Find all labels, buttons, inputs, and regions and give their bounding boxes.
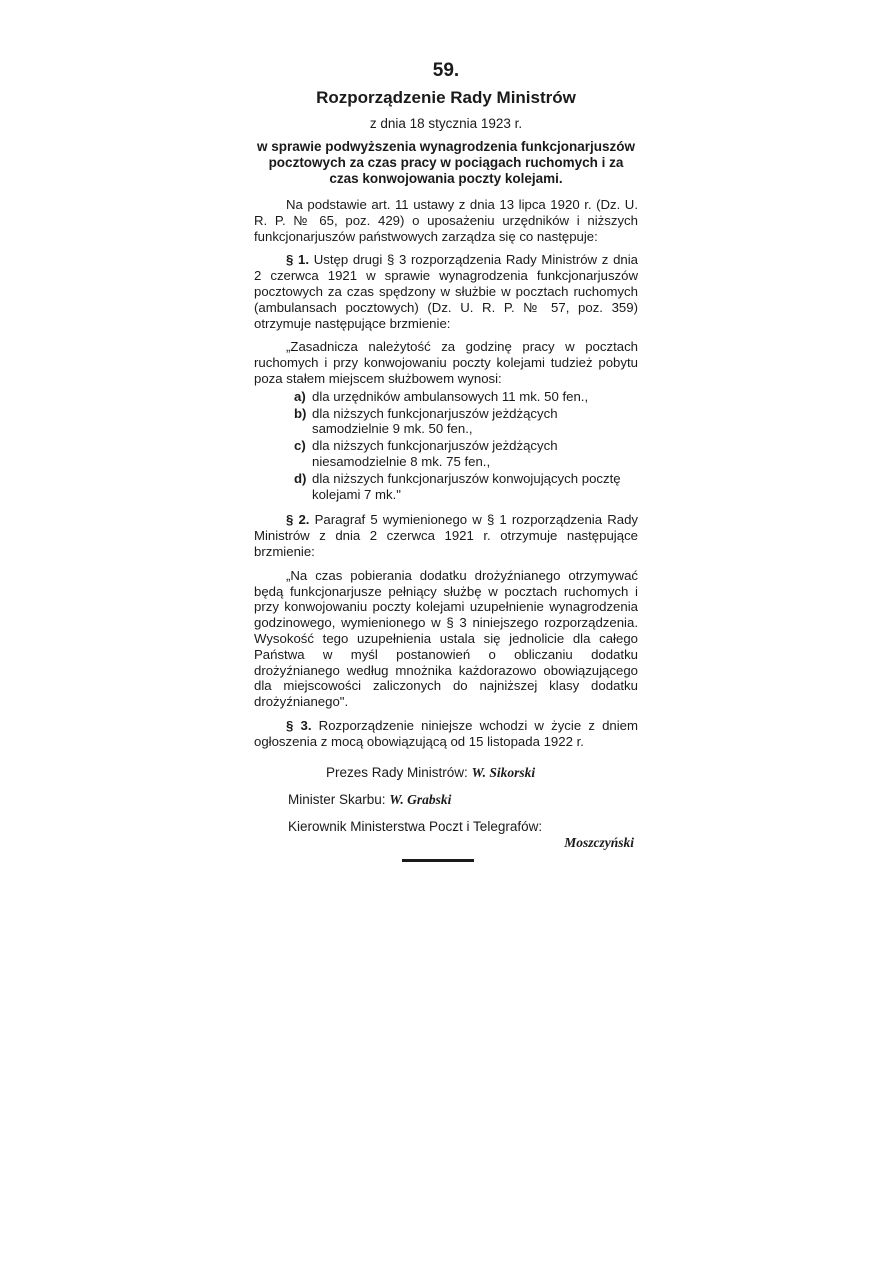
section-1-items (254, 389, 638, 503)
section-1-quote: „Zasadnicza należytość za godzinę pracy w pocztach ruchomych i przy konwojowaniu poczty kolejami tudzież pobytu poza stałem miejscem służbowem wynosi: (254, 339, 638, 386)
section-1 (254, 252, 638, 331)
item-text: dla niższych funkcjonarjuszów jeżdżących samodzielnie 9 mk. 50 fen., (312, 405, 558, 437)
item-letter: a) (294, 388, 306, 404)
signature-label: Prezes Rady Ministrów: (326, 764, 468, 780)
document-date: z dnia 18 stycznia 1923 r. (369, 116, 523, 131)
signature-label: Minister Skarbu: (288, 791, 386, 807)
document-subject: w sprawie podwyższenia wynagrodzenia funkcjonarjuszów pocztowych za czas pracy w pociągach ruchomych i za czas konwojowania poczty kolejami. (256, 139, 636, 186)
document-number: 59. (432, 60, 460, 81)
item-text: dla urzędników ambulansowych 11 mk. 50 fen., (312, 388, 589, 404)
document-page (254, 60, 638, 862)
document-title: Rozporządzenie Rady Ministrów (316, 88, 576, 107)
list-item (254, 406, 638, 438)
section-1-label: § 1. (286, 252, 310, 268)
section-3-label: § 3. (286, 717, 312, 733)
section-3 (254, 718, 638, 750)
section-2-label: § 2. (286, 512, 310, 528)
closing-rule (402, 859, 474, 862)
item-text: dla niższych funkcjonarjuszów konwojujących pocztę kolejami 7 mk." (312, 470, 621, 502)
signature-prime-minister (254, 764, 638, 781)
item-letter: d) (294, 470, 307, 486)
signature-name: W. Grabski (389, 791, 452, 807)
item-letter: c) (294, 438, 306, 454)
section-3-text: Rozporządzenie niniejsze wchodzi w życie z dniem ogłoszenia z mocą obowiązującą od 15 listopada 1922 r. (254, 717, 638, 749)
section-2-text: Paragraf 5 wymienionego w § 1 rozporządzenia Rady Ministrów z dnia 2 czerwca 1921 r. otrzymuje następujące brzmienie: (254, 512, 639, 559)
list-item (254, 471, 638, 503)
list-item (254, 438, 638, 470)
section-2-quote: „Na czas pobierania dodatku drożyźnianego otrzymywać będą funkcjonarjusze pełniący służbę w pocztach ruchomych i przy konwojowaniu poczty kolejami uzupełnienie wynagrodzenia godzinowego, wymienionego w § 3 niniejszego rozporządzenia. Wysokość tego uzupełnienia ustala się jednolicie dla całego Państwa w myśl postanowień o obliczaniu dodatku drożyźnianego według mnożnika każdorazowo obowiązującego dla miejscowości zaliczonych do najniższej klasy dodatku drożyźnianego". (254, 567, 638, 710)
section-1-text: Ustęp drugi § 3 rozporządzenia Rady Ministrów z dnia 2 czerwca 1921 w sprawie wynagrodzenia funkcjonarjuszów pocztowych za czas spędzony w służbie w pocztach ruchomych (ambulansach pocztowych) (Dz. U. R. P. № 57, poz. 359) otrzymuje następujące brzmienie: (254, 252, 639, 331)
list-item (254, 389, 638, 405)
item-text: dla niższych funkcjonarjuszów jeżdżących niesamodzielnie 8 mk. 75 fen., (312, 438, 558, 469)
item-letter: b) (294, 405, 307, 421)
section-2 (254, 512, 638, 559)
signature-name: W. Sikorski (471, 764, 536, 780)
signature-post-label: Kierownik Ministerstwa Poczt i Telegrafów: (288, 818, 543, 834)
signature-post-name: Moszczyński (564, 834, 634, 850)
preamble: Na podstawie art. 11 ustawy z dnia 13 lipca 1920 r. (Dz. U. R. P. № 65, poz. 429) o uposażeniu urzędników i niższych funkcjonarjuszów państwowych zarządza się co następuje: (254, 197, 638, 244)
signature-treasury (254, 791, 638, 808)
